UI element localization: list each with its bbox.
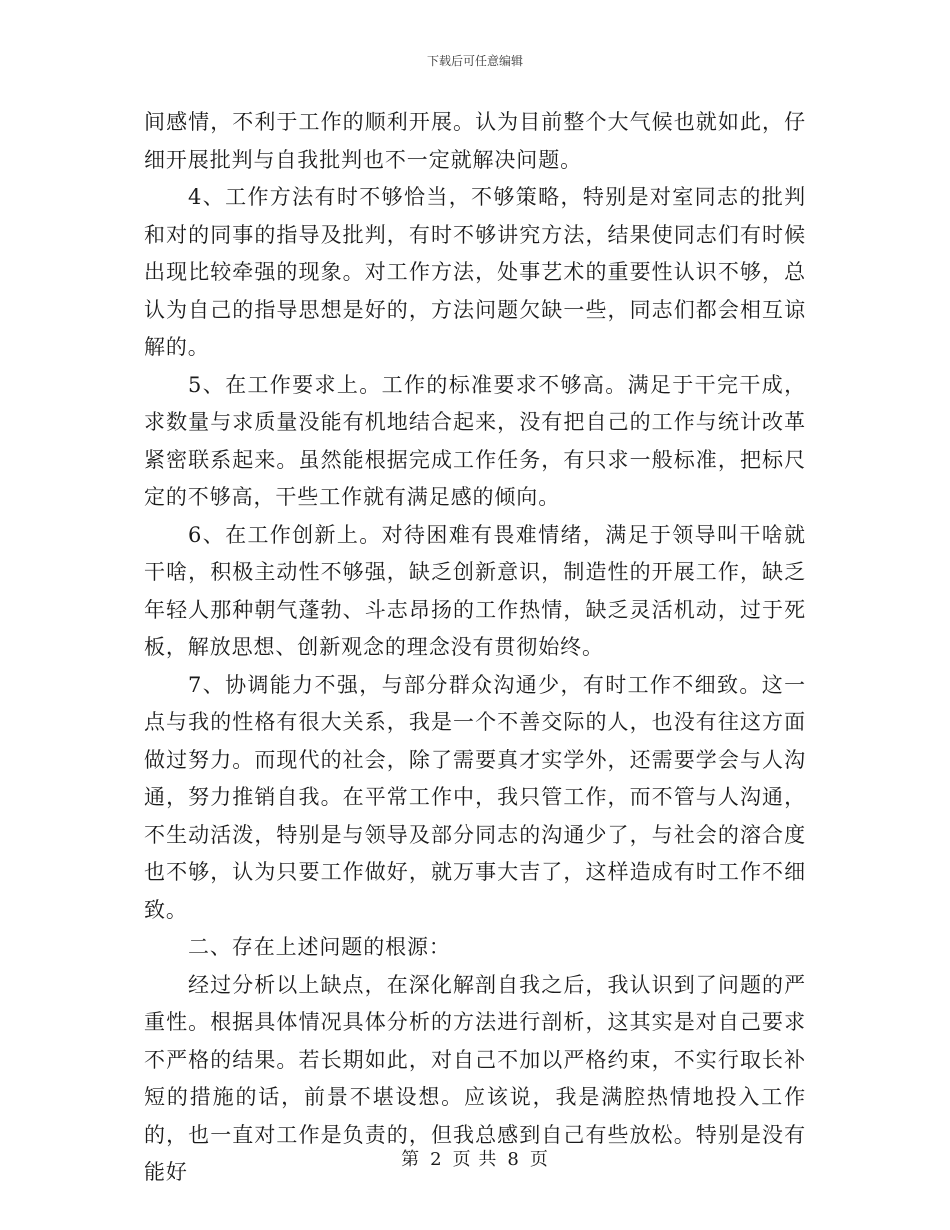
paragraph-item-6: 6、在工作创新上。对待困难有畏难情绪，满足于领导叫干啥就干啥，积极主动性不够强，缺乏创新意识，制造性的开展工作，缺乏年轻人那种朝气蓬勃、斗志昂扬的工作热情，缺乏灵活机动，过于死板，解放思想、创新观念的理念没有贯彻始终。 bbox=[144, 522, 806, 659]
page-header bbox=[0, 53, 950, 69]
footer-prefix: 第 bbox=[401, 1149, 421, 1170]
paragraph-item-7: 7、协调能力不强，与部分群众沟通少，有时工作不细致。这一点与我的性格有很大关系，我是一个不善交际的人，也没有往这方面做过努力。而现代的社会，除了需要真才实学外，还需要学会与人沟通，努力推销自我。在平常工作中，我只管工作，而不管与人沟通，不生动活泼，特别是与领导及部分同志的沟通少了，与社会的溶合度也不够，认为只要工作做好，就万事大吉了，这样造成有时工作不细致。 bbox=[144, 672, 806, 922]
footer-total-pages: 8 bbox=[507, 1149, 520, 1170]
paragraph-continuation: 间感情，不利于工作的顺利开展。认为目前整个大气候也就如此，仔细开展批判与自我批判也不一定就解决问题。 bbox=[144, 110, 806, 172]
document-body bbox=[144, 104, 806, 1192]
header-text: 下载后可任意编辑 bbox=[426, 54, 523, 68]
footer-middle: 页 共 bbox=[452, 1149, 498, 1170]
footer-suffix: 页 bbox=[529, 1149, 549, 1170]
paragraph-item-5: 5、在工作要求上。工作的标准要求不够高。满足于干完干成，求数量与求质量没能有机地结合起来，没有把自己的工作与统计改革紧密联系起来。虽然能根据完成工作任务，有只求一般标准，把标尺定的不够高，干些工作就有满足感的倾向。 bbox=[144, 372, 806, 509]
section-heading-root-causes: 二、存在上述问题的根源： bbox=[188, 935, 451, 959]
footer-page-number: 2 bbox=[430, 1149, 443, 1170]
paragraph-analysis: 经过分析以上缺点，在深化解剖自我之后，我认识到了问题的严重性。根据具体情况具体分析的方法进行剖析，这其实是对自己要求不严格的结果。若长期如此，对自己不加以严格约束，不实行取长补短的措施的话，前景不堪设想。应该说，我是满腔热情地投入工作的，也一直对工作是负责的，但我总感到自己有些放松。特别是没有能好 bbox=[144, 972, 806, 1184]
page-footer bbox=[0, 1148, 950, 1172]
paragraph-item-4: 4、工作方法有时不够恰当，不够策略，特别是对室同志的批判和对的同事的指导及批判，有时不够讲究方法，结果使同志们有时候出现比较牵强的现象。对工作方法，处事艺术的重要性认识不够，总认为自己的指导思想是好的，方法问题欠缺一些，同志们都会相互谅解的。 bbox=[144, 185, 806, 359]
